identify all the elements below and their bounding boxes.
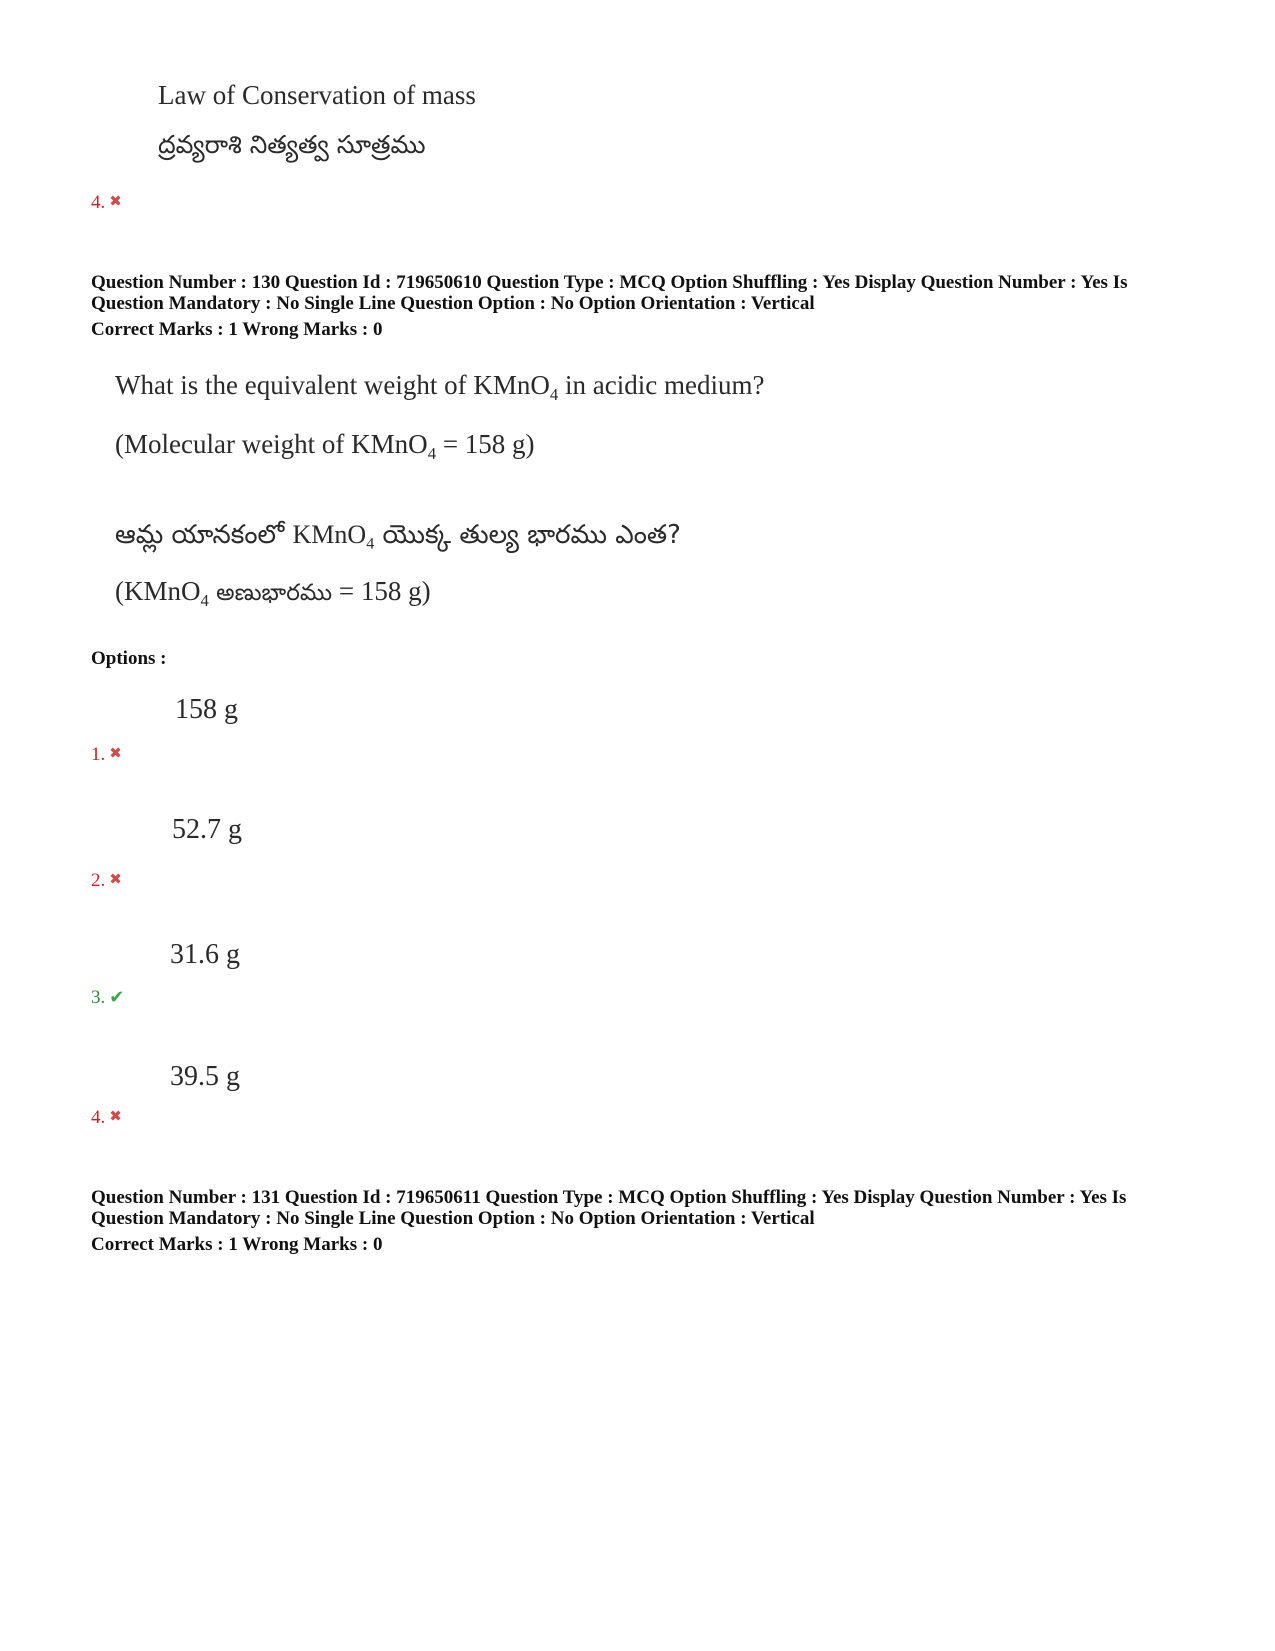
option3-text: 31.6 g [170,939,240,970]
option1-text: 158 g [175,694,238,725]
check-icon: ✔ [109,987,125,1007]
question-text-te: ఆమ్ల యానకంలో [115,520,293,550]
option2-number [91,870,122,892]
option-label: 1. [91,744,106,765]
option4-text: 39.5 g [170,1061,240,1092]
mw-text: (KMnO [115,576,201,606]
option-label: 3. [91,987,106,1008]
prev-option4-number [91,192,122,214]
cross-icon: ✖ [109,872,122,888]
q130-question-en [115,370,765,404]
option-label: 4. [91,1107,106,1128]
q130-meta-line1: Question Number : 130 Question Id : 719650610 Question Type : MCQ Option Shuffling : Yes Display Question Number : Yes Is [91,272,1128,293]
q130-molecular-weight-te [115,576,431,612]
q131-marks-line: Correct Marks : 1 Wrong Marks : 0 [91,1234,383,1255]
q131-meta-line1: Question Number : 131 Question Id : 719650611 Question Type : MCQ Option Shuffling : Yes Display Question Number : Yes Is [91,1187,1127,1208]
option-label: 2. [91,870,106,891]
cross-icon: ✖ [109,746,122,762]
formula: KMnO [292,520,367,549]
q130-question-te [115,520,681,556]
formula: KMnO [473,370,550,400]
mw-value: = 158 g) [436,429,535,459]
option-label: 4. [91,192,106,213]
option4-number [91,1107,122,1129]
cross-icon: ✖ [109,194,122,210]
prev-option4-text-te: ద్రవ్యరాశి నిత్యత్వ సూత్రము [158,130,426,159]
q131-meta-line2: Question Mandatory : No Single Line Question Option : No Option Orientation : Vertical [91,1208,815,1229]
formula-subscript: 4 [549,384,559,404]
mw-text: (Molecular weight of KMnO [115,429,428,459]
option3-number [91,987,124,1009]
question-text: in acidic medium? [558,370,765,400]
q130-meta-line2: Question Mandatory : No Single Line Question Option : No Option Orientation : Vertical [91,293,815,314]
q130-marks-line: Correct Marks : 1 Wrong Marks : 0 [91,319,383,340]
cross-icon: ✖ [109,1109,122,1125]
formula-subscript: 4 [200,590,209,610]
mw-value: = 158 g) [332,576,431,606]
option1-number [91,744,122,766]
question-text: What is the equivalent weight of [115,370,474,400]
formula-subscript: 4 [366,535,375,553]
option2-text: 52.7 g [172,814,242,845]
question-text-te: యొక్క తుల్య భారము ఎంత? [374,520,681,550]
options-label: Options : [91,648,167,669]
prev-option4-text-en: Law of Conservation of mass [158,80,476,110]
mw-label-te: అణుభారము [208,580,333,606]
formula-subscript: 4 [427,443,437,463]
q130-molecular-weight-en [115,429,535,463]
